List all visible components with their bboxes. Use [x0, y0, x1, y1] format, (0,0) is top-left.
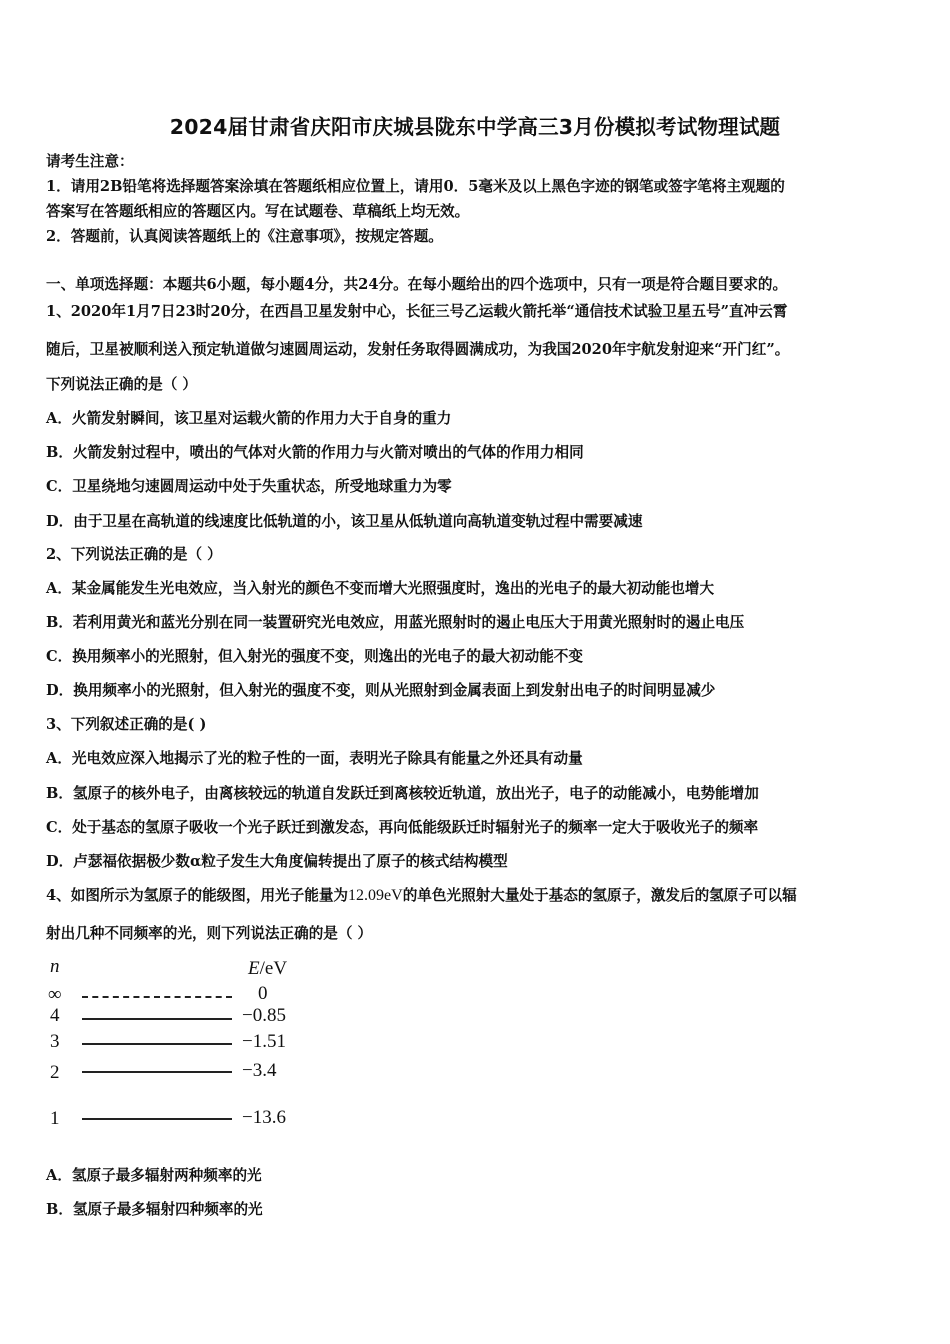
level-line-infinity	[82, 996, 232, 998]
diagram-n-header: n	[50, 956, 60, 977]
notice-item-1-line-1: 1．请用2B铅笔将选择题答案涂填在答题纸相应位置上，请用0．5毫米及以上黑色字迹的钢笔或签字笔将主观题的	[46, 178, 785, 195]
notice-heading: 请考生注意：	[46, 153, 134, 170]
question-3-option-a: A．光电效应深入地揭示了光的粒子性的一面，表明光子除具有能量之外还具有动量	[46, 750, 583, 767]
level-value-1: −13.6	[242, 1107, 286, 1128]
question-1-option-a: A．火箭发射瞬间，该卫星对运载火箭的作用力大于自身的重力	[46, 410, 452, 427]
diagram-e-header	[248, 959, 287, 979]
question-4-line-1-post: 的单色光照射大量处于基态的氢原子，激发后的氢原子可以辐	[402, 887, 797, 904]
question-1-line-2: 随后，卫星被顺利送入预定轨道做匀速圆周运动，发射任务取得圆满成功，为我国2020年宇航发射迎来“开门红”。	[46, 341, 790, 358]
energy-level-diagram	[40, 955, 320, 1135]
level-n-4: 4	[50, 1005, 60, 1026]
question-2-option-b: B．若利用黄光和蓝光分别在同一装置研究光电效应，用蓝光照射时的遏止电压大于用黄光照射时的遏止电压	[46, 614, 745, 631]
question-3-stem: 3、下列叙述正确的是( )	[46, 716, 207, 733]
question-4-option-a: A．氢原子最多辐射两种频率的光	[46, 1167, 262, 1184]
level-value-3: −1.51	[242, 1031, 286, 1052]
diagram-e-symbol: E	[248, 958, 260, 979]
question-3-option-c: C．处于基态的氢原子吸收一个光子跃迁到激发态，再向低能级跃迁时辐射光子的频率一定大于吸收光子的频率	[46, 819, 759, 836]
question-1-stem: 下列说法正确的是（ ）	[46, 376, 198, 393]
question-1-option-b: B．火箭发射过程中，喷出的气体对火箭的作用力与火箭对喷出的气体的作用力相同	[46, 444, 584, 461]
level-n-1: 1	[50, 1108, 60, 1129]
question-4-energy-value: 12.09eV	[348, 887, 403, 904]
question-4-line-1-pre: 4、如图所示为氢原子的能级图，用光子能量为	[46, 887, 349, 904]
question-4-line-2: 射出几种不同频率的光，则下列说法正确的是（ ）	[46, 925, 373, 942]
question-4-line-1	[46, 887, 797, 905]
level-line-2	[82, 1071, 232, 1073]
question-1-option-d: D．由于卫星在高轨道的线速度比低轨道的小，该卫星从低轨道向高轨道变轨过程中需要减速	[46, 513, 643, 530]
question-2-option-a: A．某金属能发生光电效应，当入射光的颜色不变而增大光照强度时，逸出的光电子的最大初动能也增大	[46, 580, 715, 597]
section-heading: 一、单项选择题：本题共6小题，每小题4分，共24分。在每小题给出的四个选项中，只有一项是符合题目要求的。	[46, 276, 788, 293]
question-3-option-d: D．卢瑟福依据极少数α粒子发生大角度偏转提出了原子的核式结构模型	[46, 853, 508, 870]
level-line-4	[82, 1018, 232, 1020]
question-4-option-b: B．氢原子最多辐射四种频率的光	[46, 1201, 263, 1218]
page-title: 2024届甘肃省庆阳市庆城县陇东中学高三3月份模拟考试物理试题	[169, 115, 781, 139]
notice-item-2: 2．答题前，认真阅读答题纸上的《注意事项》，按规定答题。	[46, 228, 443, 245]
question-1-line-1: 1、2020年1月7日23时20分，在西昌卫星发射中心，长征三号乙运载火箭托举“通信技术试验卫星五号”直冲云霄	[46, 303, 788, 320]
diagram-e-unit: /eV	[259, 958, 288, 979]
question-3-option-b: B．氢原子的核外电子，由离核较远的轨道自发跃迁到离核较近轨道，放出光子，电子的动能减小，电势能增加	[46, 785, 759, 802]
level-line-1	[82, 1118, 232, 1120]
level-value-infinity: 0	[258, 983, 268, 1004]
question-1-option-c: C．卫星绕地匀速圆周运动中处于失重状态，所受地球重力为零	[46, 478, 452, 495]
question-2-stem: 2、下列说法正确的是（ ）	[46, 546, 222, 563]
level-n-3: 3	[50, 1031, 60, 1052]
level-value-2: −3.4	[242, 1060, 277, 1081]
notice-item-1-line-2: 答案写在答题纸相应的答题区内。写在试题卷、草稿纸上均无效。	[46, 203, 470, 220]
level-n-infinity: ∞	[48, 984, 62, 1005]
question-2-option-d: D．换用频率小的光照射，但入射光的强度不变，则从光照射到金属表面上到发射出电子的时间明显减少	[46, 682, 716, 699]
level-n-2: 2	[50, 1062, 60, 1083]
level-value-4: −0.85	[242, 1005, 286, 1026]
question-2-option-c: C．换用频率小的光照射，但入射光的强度不变，则逸出的光电子的最大初动能不变	[46, 648, 583, 665]
level-line-3	[82, 1043, 232, 1045]
